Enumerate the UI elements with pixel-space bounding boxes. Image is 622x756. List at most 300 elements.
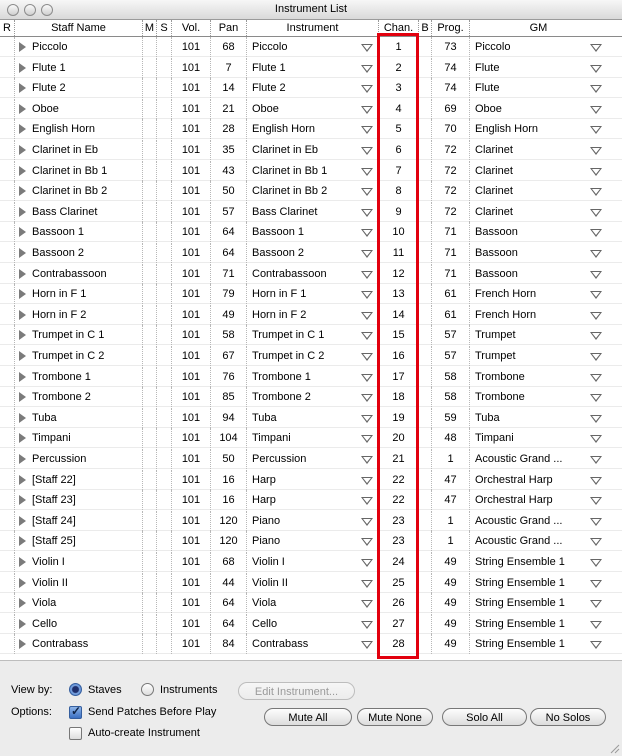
disclosure-triangle-icon[interactable] [19,392,26,402]
disclosure-triangle-icon[interactable] [19,104,26,114]
disclosure-triangle-icon[interactable] [19,619,26,629]
instrument-select[interactable] [247,428,379,448]
dropdown-arrow-icon[interactable] [590,229,602,237]
table-row[interactable] [0,552,622,572]
program-cell[interactable] [432,78,470,98]
no-solos-button[interactable]: No Solos [530,708,606,726]
col-header-r[interactable]: R [0,20,15,36]
solo-cell[interactable] [157,531,172,551]
bank-cell[interactable] [419,470,432,490]
program-cell[interactable] [432,552,470,572]
dropdown-arrow-icon[interactable] [590,271,602,279]
mute-cell[interactable] [143,428,157,448]
table-row[interactable] [0,78,622,98]
pan-cell[interactable] [211,428,247,448]
zoom-button[interactable] [41,4,53,16]
col-header-program[interactable]: Prog. [432,20,470,36]
instrument-select[interactable] [247,449,379,469]
dropdown-arrow-icon[interactable] [361,250,373,258]
disclosure-triangle-icon[interactable] [19,578,26,588]
solo-cell[interactable] [157,634,172,654]
pan-cell[interactable] [211,531,247,551]
solo-cell[interactable] [157,408,172,428]
disclosure-triangle-icon[interactable] [19,42,26,52]
disclosure-triangle-icon[interactable] [19,475,26,485]
pan-cell[interactable] [211,202,247,222]
disclosure-triangle-icon[interactable] [19,289,26,299]
table-row[interactable] [0,614,622,634]
program-cell[interactable] [432,449,470,469]
disclosure-triangle-icon[interactable] [19,454,26,464]
program-cell[interactable] [432,614,470,634]
mute-cell[interactable] [143,387,157,407]
dropdown-arrow-icon[interactable] [361,600,373,608]
disclosure-triangle-icon[interactable] [19,248,26,258]
volume-cell[interactable] [172,243,211,263]
gm-select[interactable] [470,58,607,78]
dropdown-arrow-icon[interactable] [361,415,373,423]
bank-cell[interactable] [419,243,432,263]
volume-cell[interactable] [172,511,211,531]
volume-cell[interactable] [172,552,211,572]
instrument-select[interactable] [247,634,379,654]
bank-cell[interactable] [419,305,432,325]
solo-cell[interactable] [157,449,172,469]
gm-select[interactable] [470,470,607,490]
disclosure-triangle-icon[interactable] [19,598,26,608]
volume-cell[interactable] [172,99,211,119]
pan-cell[interactable] [211,490,247,510]
table-row[interactable] [0,531,622,551]
instrument-select[interactable] [247,305,379,325]
gm-select[interactable] [470,346,607,366]
table-row[interactable] [0,99,622,119]
dropdown-arrow-icon[interactable] [361,621,373,629]
gm-select[interactable] [470,531,607,551]
program-cell[interactable] [432,264,470,284]
disclosure-triangle-icon[interactable] [19,372,26,382]
bank-cell[interactable] [419,511,432,531]
mute-cell[interactable] [143,325,157,345]
program-cell[interactable] [432,243,470,263]
dropdown-arrow-icon[interactable] [361,126,373,134]
program-cell[interactable] [432,428,470,448]
instrument-select[interactable] [247,531,379,551]
table-row[interactable] [0,58,622,78]
mute-all-button[interactable]: Mute All [264,708,352,726]
solo-cell[interactable] [157,264,172,284]
resize-grip-icon[interactable] [608,742,620,754]
mute-cell[interactable] [143,202,157,222]
solo-cell[interactable] [157,367,172,387]
volume-cell[interactable] [172,367,211,387]
volume-cell[interactable] [172,346,211,366]
gm-select[interactable] [470,490,607,510]
col-header-pan[interactable]: Pan [211,20,247,36]
volume-cell[interactable] [172,573,211,593]
pan-cell[interactable] [211,552,247,572]
bank-cell[interactable] [419,222,432,242]
solo-cell[interactable] [157,202,172,222]
dropdown-arrow-icon[interactable] [590,559,602,567]
pan-cell[interactable] [211,284,247,304]
solo-cell[interactable] [157,58,172,78]
instrument-select[interactable] [247,325,379,345]
instrument-select[interactable] [247,264,379,284]
instrument-select[interactable] [247,614,379,634]
gm-select[interactable] [470,614,607,634]
disclosure-triangle-icon[interactable] [19,310,26,320]
bank-cell[interactable] [419,490,432,510]
dropdown-arrow-icon[interactable] [590,497,602,505]
gm-select[interactable] [470,634,607,654]
program-cell[interactable] [432,346,470,366]
instrument-select[interactable] [247,37,379,57]
mute-cell[interactable] [143,552,157,572]
instrument-select[interactable] [247,387,379,407]
table-row[interactable] [0,573,622,593]
dropdown-arrow-icon[interactable] [361,65,373,73]
mute-cell[interactable] [143,614,157,634]
auto-create-label[interactable]: Auto-create Instrument [88,727,200,739]
gm-select[interactable] [470,387,607,407]
program-cell[interactable] [432,37,470,57]
pan-cell[interactable] [211,119,247,139]
table-row[interactable] [0,511,622,531]
table-row[interactable] [0,367,622,387]
gm-select[interactable] [470,305,607,325]
volume-cell[interactable] [172,531,211,551]
pan-cell[interactable] [211,78,247,98]
bank-cell[interactable] [419,408,432,428]
send-patches-label[interactable]: Send Patches Before Play [88,706,217,718]
table-row[interactable] [0,37,622,57]
pan-cell[interactable] [211,511,247,531]
solo-cell[interactable] [157,346,172,366]
volume-cell[interactable] [172,614,211,634]
program-cell[interactable] [432,387,470,407]
minimize-button[interactable] [24,4,36,16]
mute-cell[interactable] [143,284,157,304]
pan-cell[interactable] [211,264,247,284]
gm-select[interactable] [470,552,607,572]
staves-label[interactable]: Staves [88,684,122,696]
program-cell[interactable] [432,284,470,304]
volume-cell[interactable] [172,78,211,98]
solo-cell[interactable] [157,222,172,242]
mute-cell[interactable] [143,181,157,201]
col-header-channel[interactable]: Chan. [379,20,419,36]
bank-cell[interactable] [419,428,432,448]
mute-cell[interactable] [143,573,157,593]
instrument-select[interactable] [247,181,379,201]
bank-cell[interactable] [419,531,432,551]
pan-cell[interactable] [211,387,247,407]
dropdown-arrow-icon[interactable] [361,291,373,299]
program-cell[interactable] [432,573,470,593]
table-row[interactable] [0,593,622,613]
disclosure-triangle-icon[interactable] [19,639,26,649]
gm-select[interactable] [470,408,607,428]
volume-cell[interactable] [172,202,211,222]
program-cell[interactable] [432,58,470,78]
volume-cell[interactable] [172,490,211,510]
close-button[interactable] [7,4,19,16]
dropdown-arrow-icon[interactable] [590,621,602,629]
pan-cell[interactable] [211,243,247,263]
dropdown-arrow-icon[interactable] [590,188,602,196]
dropdown-arrow-icon[interactable] [361,641,373,649]
disclosure-triangle-icon[interactable] [19,63,26,73]
program-cell[interactable] [432,367,470,387]
mute-cell[interactable] [143,634,157,654]
gm-select[interactable] [470,222,607,242]
table-row[interactable] [0,222,622,242]
volume-cell[interactable] [172,58,211,78]
dropdown-arrow-icon[interactable] [361,353,373,361]
disclosure-triangle-icon[interactable] [19,83,26,93]
dropdown-arrow-icon[interactable] [590,209,602,217]
disclosure-triangle-icon[interactable] [19,124,26,134]
gm-select[interactable] [470,449,607,469]
mute-cell[interactable] [143,449,157,469]
disclosure-triangle-icon[interactable] [19,207,26,217]
program-cell[interactable] [432,325,470,345]
solo-cell[interactable] [157,140,172,160]
mute-cell[interactable] [143,470,157,490]
disclosure-triangle-icon[interactable] [19,145,26,155]
volume-cell[interactable] [172,428,211,448]
pan-cell[interactable] [211,305,247,325]
pan-cell[interactable] [211,593,247,613]
program-cell[interactable] [432,305,470,325]
disclosure-triangle-icon[interactable] [19,166,26,176]
bank-cell[interactable] [419,614,432,634]
gm-select[interactable] [470,202,607,222]
solo-cell[interactable] [157,428,172,448]
bank-cell[interactable] [419,325,432,345]
volume-cell[interactable] [172,264,211,284]
table-row[interactable] [0,408,622,428]
gm-select[interactable] [470,119,607,139]
instrument-select[interactable] [247,408,379,428]
mute-cell[interactable] [143,367,157,387]
mute-cell[interactable] [143,531,157,551]
staves-radio[interactable] [69,683,82,696]
table-row[interactable] [0,264,622,284]
volume-cell[interactable] [172,325,211,345]
gm-select[interactable] [470,573,607,593]
program-cell[interactable] [432,634,470,654]
dropdown-arrow-icon[interactable] [590,168,602,176]
bank-cell[interactable] [419,284,432,304]
table-row[interactable] [0,428,622,448]
gm-select[interactable] [470,511,607,531]
volume-cell[interactable] [172,284,211,304]
dropdown-arrow-icon[interactable] [590,44,602,52]
dropdown-arrow-icon[interactable] [361,580,373,588]
bank-cell[interactable] [419,140,432,160]
program-cell[interactable] [432,531,470,551]
table-row[interactable] [0,387,622,407]
gm-select[interactable] [470,99,607,119]
gm-select[interactable] [470,593,607,613]
bank-cell[interactable] [419,573,432,593]
disclosure-triangle-icon[interactable] [19,186,26,196]
mute-cell[interactable] [143,99,157,119]
dropdown-arrow-icon[interactable] [361,332,373,340]
pan-cell[interactable] [211,181,247,201]
instrument-select[interactable] [247,552,379,572]
dropdown-arrow-icon[interactable] [361,271,373,279]
dropdown-arrow-icon[interactable] [361,518,373,526]
mute-cell[interactable] [143,161,157,181]
program-cell[interactable] [432,161,470,181]
table-row[interactable] [0,284,622,304]
solo-cell[interactable] [157,552,172,572]
dropdown-arrow-icon[interactable] [361,559,373,567]
send-patches-checkbox[interactable] [69,706,82,719]
instrument-select[interactable] [247,367,379,387]
gm-select[interactable] [470,428,607,448]
disclosure-triangle-icon[interactable] [19,495,26,505]
solo-cell[interactable] [157,99,172,119]
pan-cell[interactable] [211,325,247,345]
dropdown-arrow-icon[interactable] [590,415,602,423]
mute-cell[interactable] [143,58,157,78]
table-row[interactable] [0,140,622,160]
mute-cell[interactable] [143,37,157,57]
pan-cell[interactable] [211,573,247,593]
mute-cell[interactable] [143,222,157,242]
dropdown-arrow-icon[interactable] [590,147,602,155]
program-cell[interactable] [432,511,470,531]
bank-cell[interactable] [419,634,432,654]
instrument-select[interactable] [247,243,379,263]
bank-cell[interactable] [419,58,432,78]
instrument-select[interactable] [247,490,379,510]
solo-cell[interactable] [157,387,172,407]
solo-cell[interactable] [157,78,172,98]
program-cell[interactable] [432,490,470,510]
table-row[interactable] [0,470,622,490]
table-row[interactable] [0,634,622,654]
bank-cell[interactable] [419,119,432,139]
program-cell[interactable] [432,181,470,201]
mute-none-button[interactable]: Mute None [357,708,433,726]
table-row[interactable] [0,490,622,510]
dropdown-arrow-icon[interactable] [361,538,373,546]
solo-cell[interactable] [157,614,172,634]
col-header-mute[interactable]: M [143,20,157,36]
dropdown-arrow-icon[interactable] [590,312,602,320]
bank-cell[interactable] [419,161,432,181]
mute-cell[interactable] [143,119,157,139]
volume-cell[interactable] [172,634,211,654]
solo-cell[interactable] [157,325,172,345]
dropdown-arrow-icon[interactable] [590,538,602,546]
program-cell[interactable] [432,408,470,428]
solo-cell[interactable] [157,305,172,325]
mute-cell[interactable] [143,243,157,263]
program-cell[interactable] [432,222,470,242]
mute-cell[interactable] [143,408,157,428]
gm-select[interactable] [470,367,607,387]
volume-cell[interactable] [172,161,211,181]
gm-select[interactable] [470,37,607,57]
mute-cell[interactable] [143,511,157,531]
edit-instrument-button[interactable]: Edit Instrument... [238,682,355,700]
mute-cell[interactable] [143,140,157,160]
volume-cell[interactable] [172,119,211,139]
dropdown-arrow-icon[interactable] [590,250,602,258]
dropdown-arrow-icon[interactable] [361,188,373,196]
title-bar[interactable] [0,0,622,20]
dropdown-arrow-icon[interactable] [361,312,373,320]
dropdown-arrow-icon[interactable] [590,106,602,114]
disclosure-triangle-icon[interactable] [19,351,26,361]
instrument-select[interactable] [247,470,379,490]
volume-cell[interactable] [172,593,211,613]
col-header-staff-name[interactable]: Staff Name [15,20,143,36]
program-cell[interactable] [432,202,470,222]
mute-cell[interactable] [143,593,157,613]
disclosure-triangle-icon[interactable] [19,330,26,340]
dropdown-arrow-icon[interactable] [590,85,602,93]
col-header-volume[interactable]: Vol. [172,20,211,36]
gm-select[interactable] [470,181,607,201]
bank-cell[interactable] [419,593,432,613]
solo-cell[interactable] [157,37,172,57]
col-header-solo[interactable]: S [157,20,172,36]
disclosure-triangle-icon[interactable] [19,516,26,526]
table-row[interactable] [0,243,622,263]
solo-cell[interactable] [157,573,172,593]
table-row[interactable] [0,161,622,181]
table-row[interactable] [0,325,622,345]
pan-cell[interactable] [211,346,247,366]
instrument-select[interactable] [247,202,379,222]
gm-select[interactable] [470,140,607,160]
solo-cell[interactable] [157,470,172,490]
solo-cell[interactable] [157,511,172,531]
bank-cell[interactable] [419,387,432,407]
bank-cell[interactable] [419,37,432,57]
volume-cell[interactable] [172,408,211,428]
col-header-gm[interactable]: GM [529,22,548,34]
dropdown-arrow-icon[interactable] [361,209,373,217]
auto-create-checkbox[interactable] [69,727,82,740]
instruments-label[interactable]: Instruments [160,684,218,696]
pan-cell[interactable] [211,140,247,160]
instrument-select[interactable] [247,222,379,242]
table-row[interactable] [0,449,622,469]
dropdown-arrow-icon[interactable] [590,394,602,402]
instrument-select[interactable] [247,140,379,160]
dropdown-arrow-icon[interactable] [590,641,602,649]
dropdown-arrow-icon[interactable] [590,456,602,464]
bank-cell[interactable] [419,449,432,469]
bank-cell[interactable] [419,346,432,366]
gm-select[interactable] [470,325,607,345]
volume-cell[interactable] [172,37,211,57]
volume-cell[interactable] [172,140,211,160]
dropdown-arrow-icon[interactable] [590,518,602,526]
dropdown-arrow-icon[interactable] [361,229,373,237]
dropdown-arrow-icon[interactable] [590,353,602,361]
disclosure-triangle-icon[interactable] [19,557,26,567]
dropdown-arrow-icon[interactable] [361,44,373,52]
